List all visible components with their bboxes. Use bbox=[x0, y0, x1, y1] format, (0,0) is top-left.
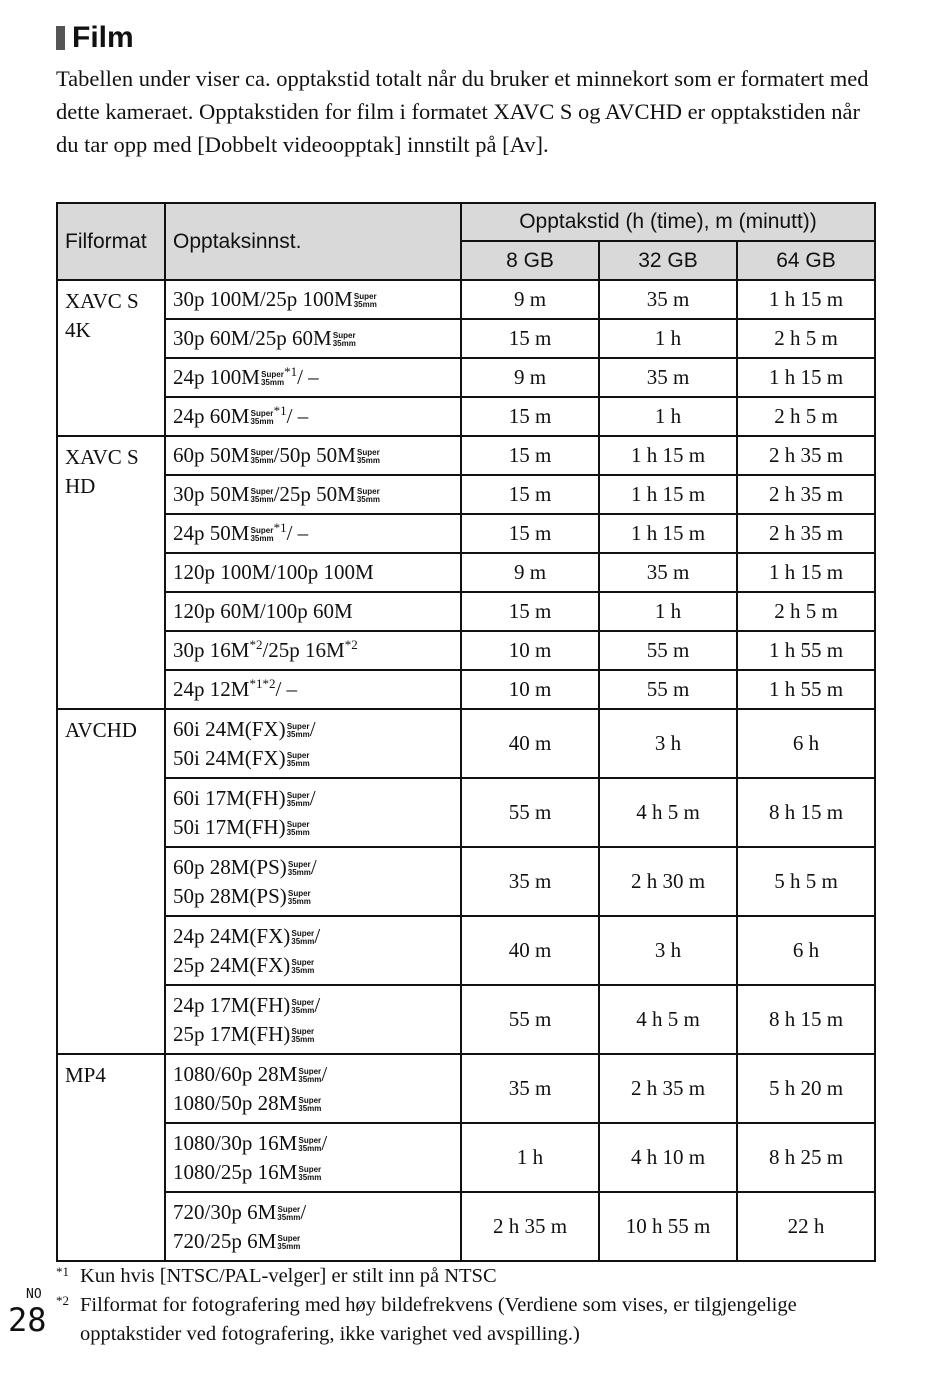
setting-line bbox=[173, 519, 453, 548]
time-cell: 4 h 10 m bbox=[599, 1123, 737, 1192]
badge-35mm: 35mm bbox=[291, 936, 315, 946]
time-cell: 55 m bbox=[461, 985, 599, 1054]
badge-35mm: 35mm bbox=[287, 896, 311, 906]
setting-line bbox=[173, 597, 453, 626]
setting-line bbox=[173, 363, 453, 392]
setting-text: 1080/60p 28M bbox=[173, 1061, 298, 1086]
recording-time-table bbox=[56, 202, 876, 1262]
time-cell: 22 h bbox=[737, 1192, 875, 1261]
time-cell: 1 h bbox=[461, 1123, 599, 1192]
setting-line bbox=[173, 784, 453, 813]
time-cell: 40 m bbox=[461, 916, 599, 985]
setting-cell bbox=[165, 592, 461, 631]
time-cell: 15 m bbox=[461, 397, 599, 436]
setting-text: 24p 60M bbox=[173, 404, 250, 428]
footnote-ref: *1 bbox=[273, 403, 287, 418]
badge-35mm: 35mm bbox=[286, 827, 310, 837]
setting-text: 25p 17M(FH) bbox=[173, 1021, 291, 1046]
setting-text: 24p 50M bbox=[173, 521, 250, 545]
super35-icon bbox=[298, 1097, 321, 1113]
time-cell: 8 h 15 m bbox=[737, 985, 875, 1054]
footnotes bbox=[56, 1262, 876, 1349]
badge-super: Super bbox=[291, 997, 315, 1007]
badge-35mm: 35mm bbox=[250, 456, 274, 466]
badge-super: Super bbox=[291, 957, 315, 967]
badge-35mm: 35mm bbox=[291, 1005, 315, 1015]
format-cell: XAVC S HD bbox=[57, 436, 165, 709]
badge-35mm: 35mm bbox=[298, 1103, 322, 1113]
setting-text: 60i 17M(FH) bbox=[173, 785, 286, 810]
setting-text: 30p 50M bbox=[173, 482, 250, 506]
format-cell: XAVC S 4K bbox=[57, 280, 165, 436]
setting-cell bbox=[165, 985, 461, 1054]
time-cell: 5 h 5 m bbox=[737, 847, 875, 916]
time-cell: 1 h 15 m bbox=[737, 553, 875, 592]
setting-text: 60p 50M bbox=[173, 443, 250, 467]
super35-icon bbox=[277, 1206, 300, 1222]
time-cell: 2 h 30 m bbox=[599, 847, 737, 916]
time-cell: 2 h 35 m bbox=[737, 514, 875, 553]
time-cell: 2 h 35 m bbox=[461, 1192, 599, 1261]
page-number: 28 bbox=[8, 1301, 47, 1339]
super35-icon bbox=[277, 1235, 300, 1251]
table-row bbox=[57, 778, 875, 847]
badge-35mm: 35mm bbox=[298, 1074, 322, 1084]
setting-line bbox=[173, 853, 453, 882]
time-cell: 1 h 55 m bbox=[737, 670, 875, 709]
badge-35mm: 35mm bbox=[332, 339, 356, 349]
badge-35mm: 35mm bbox=[287, 867, 311, 877]
setting-line bbox=[173, 558, 453, 587]
setting-text: / bbox=[309, 716, 316, 741]
time-cell: 8 h 25 m bbox=[737, 1123, 875, 1192]
format-cell: AVCHD bbox=[57, 709, 165, 1054]
time-cell: 3 h bbox=[599, 709, 737, 778]
setting-text: / bbox=[309, 785, 316, 810]
setting-text: 50i 17M(FH) bbox=[173, 814, 286, 839]
time-cell: 15 m bbox=[461, 475, 599, 514]
setting-text: 24p 24M(FX) bbox=[173, 923, 291, 948]
super35-icon bbox=[287, 821, 310, 837]
table-row bbox=[57, 847, 875, 916]
time-cell: 9 m bbox=[461, 280, 599, 319]
super35-icon bbox=[298, 1137, 321, 1153]
setting-line bbox=[173, 636, 453, 665]
time-cell: 15 m bbox=[461, 592, 599, 631]
setting-text: 720/25p 6M bbox=[173, 1228, 277, 1253]
setting-line bbox=[173, 1158, 453, 1187]
header-size-32gb: 32 GB bbox=[599, 241, 737, 280]
super35-icon bbox=[291, 930, 314, 946]
setting-text: / bbox=[321, 1061, 328, 1086]
setting-text: 24p 100M bbox=[173, 365, 260, 389]
setting-text: / bbox=[300, 1199, 307, 1224]
table-row bbox=[57, 358, 875, 397]
setting-line bbox=[173, 813, 453, 842]
setting-cell bbox=[165, 709, 461, 778]
badge-35mm: 35mm bbox=[277, 1241, 301, 1251]
intro-paragraph: Tabellen under viser ca. opptakstid totalt når du bruker et minnekort som er formatert med dette kameraet. Opptakstiden for film i formatet XAVC S og AVCHD er opptakstiden når du tar opp med [Dobbelt videoopptak] innstilt på [Av]. bbox=[56, 66, 869, 157]
footnote-ref: *2 bbox=[344, 637, 358, 652]
table-row bbox=[57, 709, 875, 778]
super35-icon bbox=[333, 332, 356, 348]
super35-icon bbox=[298, 1068, 321, 1084]
badge-super: Super bbox=[291, 928, 315, 938]
badge-35mm: 35mm bbox=[298, 1143, 322, 1153]
setting-line bbox=[173, 285, 453, 314]
badge-super: Super bbox=[286, 790, 310, 800]
setting-text: 1080/30p 16M bbox=[173, 1130, 298, 1155]
super35-icon bbox=[250, 449, 273, 465]
header-size-64gb: 64 GB bbox=[737, 241, 875, 280]
setting-line bbox=[173, 922, 453, 951]
badge-35mm: 35mm bbox=[286, 798, 310, 808]
table-row bbox=[57, 319, 875, 358]
time-cell: 15 m bbox=[461, 319, 599, 358]
time-cell: 35 m bbox=[599, 553, 737, 592]
time-cell: 1 h 15 m bbox=[737, 358, 875, 397]
setting-cell bbox=[165, 1054, 461, 1123]
setting-text: / bbox=[321, 1130, 328, 1155]
time-cell: 35 m bbox=[461, 1054, 599, 1123]
setting-line bbox=[173, 675, 453, 704]
super35-icon bbox=[298, 1166, 321, 1182]
badge-super: Super bbox=[250, 409, 274, 419]
setting-line bbox=[173, 951, 453, 980]
super35-icon bbox=[291, 1028, 314, 1044]
setting-cell bbox=[165, 1192, 461, 1261]
setting-text: 24p 17M(FH) bbox=[173, 992, 291, 1017]
time-cell: 1 h bbox=[599, 592, 737, 631]
badge-super: Super bbox=[250, 526, 274, 536]
time-cell: 1 h 15 m bbox=[599, 436, 737, 475]
setting-text: 50i 24M(FX) bbox=[173, 745, 286, 770]
footnote-ref: *1 bbox=[273, 520, 287, 535]
badge-super: Super bbox=[277, 1204, 301, 1214]
footnote-ref: *1*2 bbox=[249, 676, 276, 691]
time-cell: 6 h bbox=[737, 709, 875, 778]
badge-35mm: 35mm bbox=[250, 417, 274, 427]
table-row bbox=[57, 916, 875, 985]
setting-cell bbox=[165, 358, 461, 397]
footnote-mark: *2 bbox=[56, 1293, 69, 1308]
time-cell: 2 h 35 m bbox=[737, 475, 875, 514]
setting-text: 1080/50p 28M bbox=[173, 1090, 298, 1115]
time-cell: 3 h bbox=[599, 916, 737, 985]
time-cell: 1 h bbox=[599, 397, 737, 436]
time-cell: 1 h 15 m bbox=[599, 514, 737, 553]
setting-cell bbox=[165, 778, 461, 847]
setting-cell bbox=[165, 670, 461, 709]
setting-text: 50p 28M(PS) bbox=[173, 883, 287, 908]
setting-text: 1080/25p 16M bbox=[173, 1159, 298, 1184]
setting-text: /25p 16M bbox=[262, 638, 345, 662]
table-row bbox=[57, 280, 875, 319]
badge-35mm: 35mm bbox=[291, 965, 315, 975]
badge-35mm: 35mm bbox=[286, 758, 310, 768]
table-row bbox=[57, 397, 875, 436]
setting-cell bbox=[165, 916, 461, 985]
setting-line bbox=[173, 744, 453, 773]
setting-cell bbox=[165, 475, 461, 514]
header-recording-time: Opptakstid (h (time), m (minutt)) bbox=[461, 203, 875, 241]
table-row bbox=[57, 1123, 875, 1192]
badge-35mm: 35mm bbox=[353, 300, 377, 310]
badge-super: Super bbox=[250, 487, 274, 497]
time-cell: 2 h 35 m bbox=[737, 436, 875, 475]
time-cell: 10 h 55 m bbox=[599, 1192, 737, 1261]
setting-text: / – bbox=[297, 365, 319, 389]
badge-35mm: 35mm bbox=[286, 729, 310, 739]
time-cell: 35 m bbox=[599, 280, 737, 319]
setting-line bbox=[173, 324, 453, 353]
section-heading bbox=[56, 20, 134, 56]
table-row bbox=[57, 1054, 875, 1123]
badge-super: Super bbox=[288, 888, 311, 898]
time-cell: 1 h 55 m bbox=[737, 631, 875, 670]
time-cell: 2 h 35 m bbox=[599, 1054, 737, 1123]
setting-text: / bbox=[314, 923, 321, 948]
badge-35mm: 35mm bbox=[356, 495, 380, 505]
badge-super: Super bbox=[286, 750, 310, 760]
time-cell: 35 m bbox=[461, 847, 599, 916]
super35-icon bbox=[357, 488, 380, 504]
setting-line bbox=[173, 402, 453, 431]
super35-icon bbox=[250, 488, 273, 504]
time-cell: 8 h 15 m bbox=[737, 778, 875, 847]
setting-line bbox=[173, 1129, 453, 1158]
section-title: Film bbox=[72, 21, 134, 54]
badge-super: Super bbox=[298, 1135, 322, 1145]
table-row bbox=[57, 553, 875, 592]
super35-icon bbox=[287, 723, 310, 739]
setting-text: / bbox=[314, 992, 321, 1017]
setting-text: 720/30p 6M bbox=[173, 1199, 277, 1224]
setting-text: 30p 100M/25p 100M bbox=[173, 287, 353, 311]
badge-super: Super bbox=[357, 448, 380, 458]
super35-icon bbox=[288, 861, 311, 877]
setting-line bbox=[173, 1060, 453, 1089]
time-cell: 2 h 5 m bbox=[737, 397, 875, 436]
time-cell: 1 h bbox=[599, 319, 737, 358]
badge-35mm: 35mm bbox=[298, 1172, 322, 1182]
badge-35mm: 35mm bbox=[277, 1212, 301, 1222]
super35-icon bbox=[357, 449, 380, 465]
table-row bbox=[57, 631, 875, 670]
footnote-text: Kun hvis [NTSC/PAL-velger] er stilt inn på NTSC bbox=[80, 1265, 497, 1287]
table-row bbox=[57, 475, 875, 514]
header-size-8gb: 8 GB bbox=[461, 241, 599, 280]
badge-super: Super bbox=[291, 1026, 315, 1036]
badge-35mm: 35mm bbox=[291, 1034, 315, 1044]
setting-cell bbox=[165, 280, 461, 319]
setting-line bbox=[173, 1020, 453, 1049]
setting-text: 120p 100M/100p 100M bbox=[173, 560, 374, 584]
setting-cell bbox=[165, 553, 461, 592]
setting-text: 25p 24M(FX) bbox=[173, 952, 291, 977]
setting-text: / bbox=[310, 854, 317, 879]
badge-super: Super bbox=[298, 1066, 322, 1076]
badge-super: Super bbox=[250, 448, 274, 458]
time-cell: 40 m bbox=[461, 709, 599, 778]
time-cell: 35 m bbox=[599, 358, 737, 397]
super35-icon bbox=[250, 527, 273, 543]
setting-text: 30p 16M bbox=[173, 638, 250, 662]
time-cell: 9 m bbox=[461, 553, 599, 592]
time-cell: 4 h 5 m bbox=[599, 778, 737, 847]
setting-line bbox=[173, 1089, 453, 1118]
setting-cell bbox=[165, 514, 461, 553]
time-cell: 6 h bbox=[737, 916, 875, 985]
super35-icon bbox=[287, 752, 310, 768]
super35-icon bbox=[354, 293, 377, 309]
setting-cell bbox=[165, 847, 461, 916]
setting-text: / – bbox=[275, 677, 298, 701]
table-body bbox=[57, 280, 875, 1261]
setting-cell bbox=[165, 1123, 461, 1192]
badge-super: Super bbox=[298, 1164, 322, 1174]
time-cell: 2 h 5 m bbox=[737, 319, 875, 358]
super35-icon bbox=[261, 371, 284, 387]
setting-text: 60p 28M(PS) bbox=[173, 854, 287, 879]
time-cell: 2 h 5 m bbox=[737, 592, 875, 631]
table-row bbox=[57, 985, 875, 1054]
badge-35mm: 35mm bbox=[250, 534, 274, 544]
setting-line bbox=[173, 441, 453, 470]
page-number-block bbox=[8, 1287, 47, 1338]
time-cell: 55 m bbox=[599, 670, 737, 709]
badge-35mm: 35mm bbox=[356, 456, 380, 466]
setting-text: 120p 60M/100p 60M bbox=[173, 599, 353, 623]
time-cell: 55 m bbox=[461, 778, 599, 847]
badge-super: Super bbox=[286, 721, 310, 731]
setting-line bbox=[173, 480, 453, 509]
footnote-2 bbox=[56, 1291, 876, 1349]
time-cell: 15 m bbox=[461, 514, 599, 553]
table-row bbox=[57, 670, 875, 709]
time-cell: 15 m bbox=[461, 436, 599, 475]
badge-35mm: 35mm bbox=[250, 495, 274, 505]
footnote-text: Filformat for fotografering med høy bildefrekvens (Verdiene som vises, er tilgjengelige opptakstider ved fotografering, ikke varighet ved avspilling.) bbox=[80, 1294, 797, 1345]
footnote-1 bbox=[56, 1262, 876, 1291]
setting-line bbox=[173, 1198, 453, 1227]
setting-line bbox=[173, 991, 453, 1020]
super35-icon bbox=[291, 959, 314, 975]
setting-text: 24p 12M bbox=[173, 677, 250, 701]
setting-text: /50p 50M bbox=[273, 443, 356, 467]
setting-cell bbox=[165, 397, 461, 436]
setting-cell bbox=[165, 436, 461, 475]
table-row bbox=[57, 1192, 875, 1261]
badge-super: Super bbox=[298, 1095, 322, 1105]
format-cell: MP4 bbox=[57, 1054, 165, 1261]
setting-text: / – bbox=[286, 521, 309, 545]
time-cell: 9 m bbox=[461, 358, 599, 397]
footnote-ref: *2 bbox=[249, 637, 263, 652]
setting-text: / – bbox=[286, 404, 309, 428]
badge-super: Super bbox=[357, 487, 380, 497]
super35-icon bbox=[250, 410, 273, 426]
setting-line bbox=[173, 1227, 453, 1256]
badge-super: Super bbox=[288, 859, 311, 869]
footnote-mark: *1 bbox=[56, 1264, 69, 1279]
time-cell: 5 h 20 m bbox=[737, 1054, 875, 1123]
table-row bbox=[57, 514, 875, 553]
time-cell: 10 m bbox=[461, 631, 599, 670]
setting-text: 30p 60M/25p 60M bbox=[173, 326, 332, 350]
header-format: Filformat bbox=[57, 203, 165, 280]
time-cell: 1 h 15 m bbox=[599, 475, 737, 514]
heading-marker bbox=[56, 26, 65, 50]
header-setting: Opptaksinnst. bbox=[165, 203, 461, 280]
setting-line bbox=[173, 715, 453, 744]
badge-super: Super bbox=[332, 331, 356, 341]
time-cell: 10 m bbox=[461, 670, 599, 709]
badge-super: Super bbox=[286, 819, 310, 829]
setting-cell bbox=[165, 631, 461, 670]
time-cell: 55 m bbox=[599, 631, 737, 670]
language-code: NO bbox=[26, 1287, 42, 1302]
badge-super: Super bbox=[277, 1233, 301, 1243]
setting-text: /25p 50M bbox=[273, 482, 356, 506]
setting-text: 60i 24M(FX) bbox=[173, 716, 286, 741]
time-cell: 1 h 15 m bbox=[737, 280, 875, 319]
super35-icon bbox=[291, 999, 314, 1015]
setting-line bbox=[173, 882, 453, 911]
table-row bbox=[57, 436, 875, 475]
badge-35mm: 35mm bbox=[260, 378, 285, 388]
badge-super: Super bbox=[261, 370, 284, 380]
setting-cell bbox=[165, 319, 461, 358]
footnote-ref: *1 bbox=[284, 364, 298, 379]
super35-icon bbox=[288, 890, 311, 906]
badge-super: Super bbox=[353, 292, 377, 302]
time-cell: 4 h 5 m bbox=[599, 985, 737, 1054]
super35-icon bbox=[287, 792, 310, 808]
table-row bbox=[57, 592, 875, 631]
